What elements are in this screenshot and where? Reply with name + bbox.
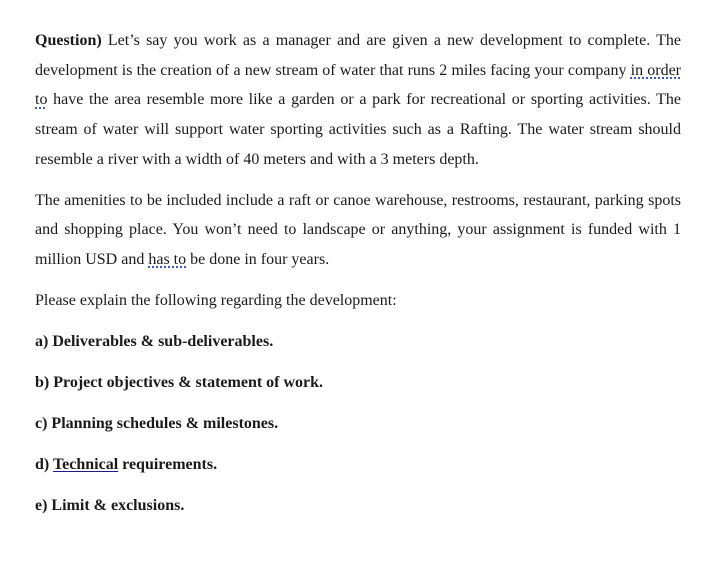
- instruction-paragraph: Please explain the following regarding the development:: [35, 291, 397, 309]
- list-item-e: e) Limit & exclusions.: [35, 497, 185, 515]
- list-item-d-prefix: d): [35, 456, 53, 474]
- document-page: [35, 26, 681, 532]
- grammar-flagged-phrase[interactable]: has to: [148, 250, 187, 268]
- question-text-part-1: Let’s say you work as a manager and are given a new development to complete. The development is the creation of a new stream of water that runs 2 miles facing your company: [35, 32, 681, 79]
- technical-link[interactable]: Technical: [52, 456, 119, 474]
- list-item-b: b) Project objectives & statement of work.: [35, 374, 324, 392]
- amenities-paragraph: [35, 186, 681, 275]
- amenities-text-part-1: The amenities to be included include a raft or canoe warehouse, restrooms, restaurant, parking spots and shopping place. You won’t need to landscape or anything, your assignment is funded with 1 million USD and: [35, 191, 681, 268]
- list-item-d-suffix: requirements.: [118, 456, 218, 474]
- list-item-c: c) Planning schedules & milestones.: [35, 415, 279, 433]
- question-label: Question): [35, 32, 102, 49]
- list-item-d: [35, 450, 681, 480]
- grammar-flagged-phrase[interactable]: in order to: [35, 61, 682, 109]
- amenities-text-part-2: be done in four years.: [186, 250, 330, 268]
- question-text-part-2: have the area resemble more like a garden or a park for recreational or sporting activities. The stream of water will support water sporting activities such as a Rafting. The water stream should resemble a river with a width of 40 meters and with a 3 meters depth.: [35, 91, 681, 168]
- list-item-a: a) Deliverables & sub-deliverables.: [35, 333, 274, 351]
- question-paragraph: [35, 26, 681, 175]
